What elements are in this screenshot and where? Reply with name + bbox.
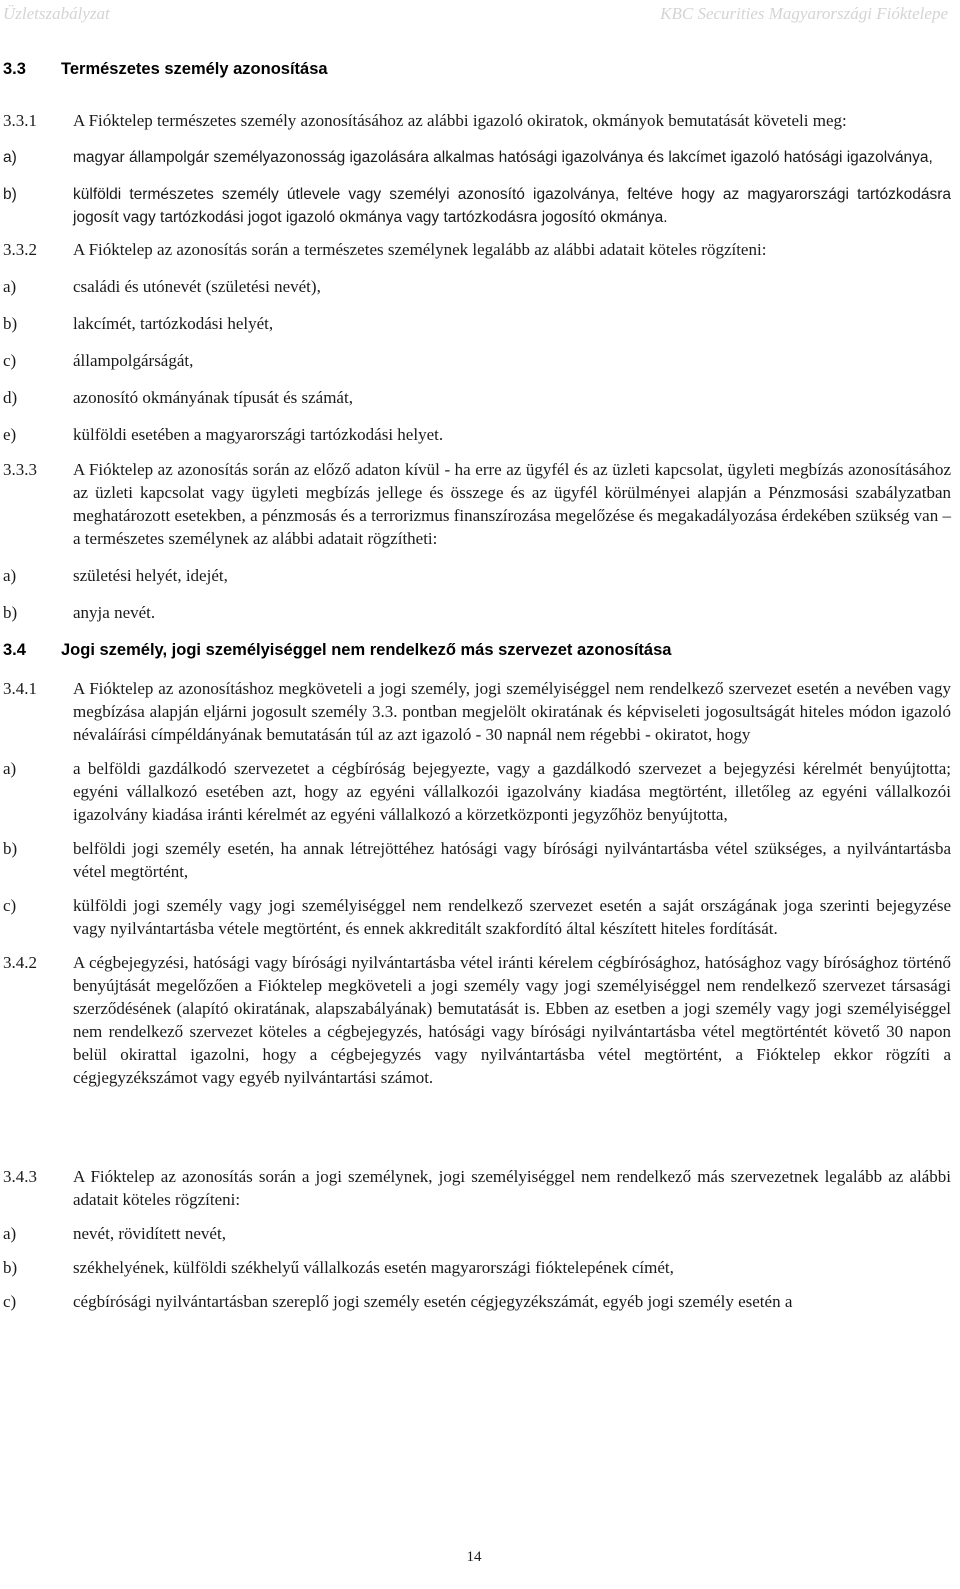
- list-letter: c): [3, 896, 17, 915]
- list-item: [0, 601, 958, 624]
- list-item: [0, 837, 958, 883]
- paragraph-text: A Fióktelep az azonosítás során az előző adaton kívül - ha erre az ügyfél és az üzleti kapcsolat, ügyleti megbízás azonosításához az üzleti kapcsolat vagy ügyleti megbízás jellege és összege és az ügyfél körülményei alapján a Pénzmosási szabályzatban meghatározott esetekben, a pénzmosás és a terrorizmus finanszírozása megelőzése és megakadályozása érdekében szükség van – a természetes személynek az alábbi adatait rögzítheti:: [73, 460, 951, 548]
- list-item: [0, 275, 958, 298]
- list-item: [0, 894, 958, 940]
- paragraph-3-3-3: [0, 458, 958, 550]
- list-text: családi és utónevét (születési nevét),: [73, 277, 321, 296]
- list-text: születési helyét, idejét,: [73, 566, 228, 585]
- list-text: külföldi esetében a magyarországi tartózkodási helyet.: [73, 425, 444, 444]
- section-heading-3-3: [0, 60, 958, 79]
- header-document-title: Üzletszabályzat: [3, 4, 110, 23]
- paragraph-number: 3.3.1: [3, 111, 37, 130]
- paragraph-3-3-2: [0, 238, 958, 261]
- list-item: [0, 564, 958, 587]
- list-item: [0, 312, 958, 335]
- paragraph-text: A Fióktelep az azonosításhoz megköveteli a jogi személy, jogi személyiséggel nem rendelkező szervezet esetén a nevében vagy megbízása alapján eljárni jogosult személy 3.3. pontban megjelölt okiratának és képviseleti jogosultságát hiteles módon igazoló névaláírási címpéldányának bemutatásán túl az azt igazoló - 30 napnál nem régebbi - okiratot, hogy: [73, 679, 951, 744]
- list-letter: b): [3, 314, 18, 333]
- list-letter: a): [3, 149, 17, 166]
- list-text: lakcímét, tartózkodási helyét,: [73, 314, 274, 333]
- paragraph-3-4-2: [0, 951, 958, 1089]
- list-letter: a): [3, 277, 17, 296]
- list-letter: b): [3, 839, 18, 858]
- list-text: külföldi jogi személy vagy jogi személyiséggel nem rendelkező szervezet esetén a saját országának joga szerinti bejegyzése vagy nyilvántartásba vétele megtörtént, és ennek akkreditált szakfordító által készített hiteles fordítását.: [73, 896, 951, 938]
- list-text: cégbírósági nyilvántartásban szereplő jogi személy esetén cégjegyzékszámát, egyéb jogi személy esetén a: [73, 1292, 793, 1311]
- section-title: Természetes személy azonosítása: [61, 60, 328, 78]
- header-company-name: KBC Securities Magyarországi Fióktelepe: [660, 4, 948, 23]
- list-letter: c): [3, 1292, 17, 1311]
- paragraph-3-3-1: [0, 109, 958, 132]
- list-item: [0, 386, 958, 409]
- paragraph-3-4-3: [0, 1165, 958, 1211]
- list-letter: a): [3, 566, 17, 585]
- list-text: a belföldi gazdálkodó szervezetet a cégbíróság bejegyezte, vagy a gazdálkodó szervezet a bejegyzési kérelmét benyújtotta; egyéni vállalkozó esetében azt, hogy az egyéni vállalkozói igazolvány kiadása megtörtént, illetőleg az egyéni vállalkozói igazolvány kiadása iránti kérelmét az egyéni vállalkozó a körzetközponti jegyzőhöz benyújtotta,: [73, 759, 951, 824]
- paragraph-text: A cégbejegyzési, hatósági vagy bírósági nyilvántartásba vétel iránti kérelem cégbírósághoz, hatósághoz vagy bírósághoz történő benyújtását megelőzően a Fióktelep megköveteli a jogi személy vagy jogi személyiséggel nem rendelkező szervezet társasági szerződésének (alapító okiratának, alapszabályának) bemutatását is. Ebben az esetben a jogi személy vagy jogi személyiséggel nem rendelkező szervezet köteles a cégbejegyzés, hatósági vagy bírósági nyilvántartásba vétel megtörténtét követő 30 napon belül okirattal igazolni, hogy a cégbejegyzés vagy nyilvántartásba vétel megtörtént, a Fióktelep ekkor rögzíti a cégjegyzékszámot vagy egyéb nyilvántartási számot.: [73, 953, 951, 1087]
- list-letter: e): [3, 425, 17, 444]
- list-text: belföldi jogi személy esetén, ha annak létrejöttéhez hatósági vagy bírósági nyilvántartásba vétel szükséges, a nyilvántartásba vétel megtörtént,: [73, 839, 951, 881]
- paragraph-text: A Fióktelep természetes személy azonosításához az alábbi igazoló okiratok, okmányok bemutatását követeli meg:: [73, 111, 847, 130]
- list-letter: d): [3, 388, 18, 407]
- paragraph-3-4-1: [0, 677, 958, 746]
- list-letter: b): [3, 186, 17, 203]
- list-text: azonosító okmányának típusát és számát,: [73, 388, 353, 407]
- list-item: [0, 349, 958, 372]
- list-item: [0, 1290, 958, 1313]
- section-title: Jogi személy, jogi személyiséggel nem rendelkező más szervezet azonosítása: [61, 641, 672, 659]
- list-letter: b): [3, 603, 18, 622]
- page-header: [0, 0, 960, 40]
- list-text: nevét, rövidített nevét,: [73, 1224, 226, 1243]
- list-text: székhelyének, külföldi székhelyű vállalkozás esetén magyarországi fióktelepének címét,: [73, 1258, 674, 1277]
- section-number: 3.4: [3, 641, 26, 659]
- list-item: [0, 1222, 958, 1245]
- page-number: 14: [466, 1549, 482, 1565]
- list-letter: a): [3, 1224, 17, 1243]
- list-item: [0, 146, 958, 169]
- list-letter: b): [3, 1258, 18, 1277]
- paragraph-number: 3.4.3: [3, 1167, 37, 1186]
- list-item: [0, 423, 958, 446]
- paragraph-number: 3.4.1: [3, 679, 37, 698]
- list-item: [0, 183, 958, 229]
- list-letter: a): [3, 759, 17, 778]
- list-text: állampolgárságát,: [73, 351, 194, 370]
- paragraph-number: 3.3.2: [3, 240, 37, 259]
- paragraph-text: A Fióktelep az azonosítás során a jogi személynek, jogi személyiséggel nem rendelkező más szervezetnek legalább az alábbi adatait köteles rögzíteni:: [73, 1167, 951, 1209]
- list-item: [0, 757, 958, 826]
- paragraph-text: A Fióktelep az azonosítás során a természetes személynek legalább az alábbi adatait köteles rögzíteni:: [73, 240, 767, 259]
- list-text: magyar állampolgár személyazonosság igazolására alkalmas hatósági igazolványa és lakcímet igazoló hatósági igazolványa,: [73, 149, 933, 166]
- list-text: külföldi természetes személy útlevele vagy személyi azonosító igazolványa, feltéve hogy az magyarországi tartózkodásra jogosít vagy tartózkodási jogot igazoló okmánya vagy tartózkodásra jogosító okmánya.: [73, 186, 951, 226]
- document-body: [0, 54, 958, 1313]
- list-text: anyja nevét.: [73, 603, 156, 622]
- section-number: 3.3: [3, 60, 26, 78]
- paragraph-number: 3.3.3: [3, 460, 37, 479]
- paragraph-number: 3.4.2: [3, 953, 37, 972]
- list-item: [0, 1256, 958, 1279]
- list-letter: c): [3, 351, 17, 370]
- section-heading-3-4: [0, 641, 958, 660]
